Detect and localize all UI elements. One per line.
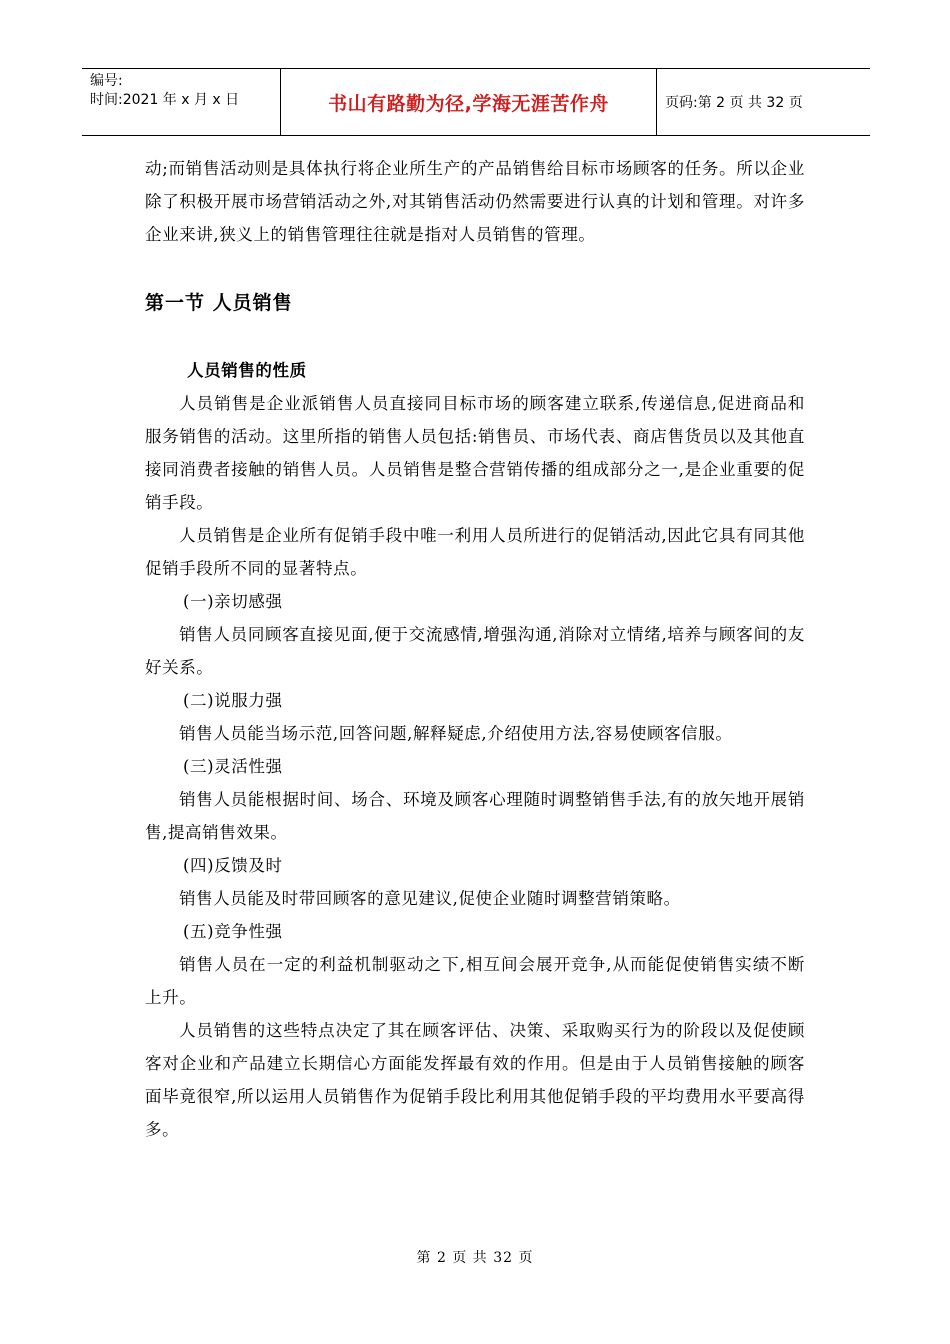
page-header bbox=[82, 68, 870, 136]
feature-heading: (三)灵活性强 bbox=[183, 757, 283, 776]
document-time: 时间:2021 年 x 月 x 日 bbox=[90, 92, 240, 108]
feature-text: 销售人员能及时带回顾客的意见建议,促使企业随时调整营销策略。 bbox=[179, 889, 681, 908]
feature-text: 销售人员同顾客直接见面,便于交流感情,增强沟通,消除对立情绪,培养与顾客间的友好关系。 bbox=[145, 625, 805, 677]
document-body bbox=[145, 152, 805, 1146]
conclusion-paragraph: 人员销售的这些特点决定了其在顾客评估、决策、采取购买行为的阶段以及促使顾客对企业和产品建立长期信心方面能发挥最有效的作用。但是由于人员销售接触的顾客面毕竟很窄,所以运用人员销售作为促销手段比利用其他促销手段的平均费用水平要高得多。 bbox=[145, 1021, 805, 1139]
feature-heading: (二)说服力强 bbox=[183, 691, 283, 710]
feature-text: 销售人员能根据时间、场合、环境及顾客心理随时调整销售手法,有的放矢地开展销售,提高销售效果。 bbox=[145, 790, 805, 842]
header-motto: 书山有路勤为径,学海无涯苦作舟 bbox=[281, 69, 657, 135]
header-meta bbox=[82, 69, 281, 135]
header-page-info: 页码:第 2 页 共 32 页 bbox=[665, 95, 803, 111]
section-title: 第一节 人员销售 bbox=[145, 292, 293, 314]
paragraph: 人员销售是企业派销售人员直接同目标市场的顾客建立联系,传递信息,促进商品和服务销售的活动。这里所指的销售人员包括:销售员、市场代表、商店售货员以及其他直接同消费者接触的销售人员。人员销售是整合营销传播的组成部分之一,是企业重要的促销手段。 bbox=[145, 394, 805, 512]
feature-text: 销售人员能当场示范,回答问题,解释疑虑,介绍使用方法,容易使顾客信服。 bbox=[179, 724, 733, 743]
feature-text: 销售人员在一定的利益机制驱动之下,相互间会展开竞争,从而能促使销售实绩不断上升。 bbox=[145, 955, 805, 1007]
subsection-title: 人员销售的性质 bbox=[187, 361, 307, 380]
paragraph: 人员销售是企业所有促销手段中唯一利用人员所进行的促销活动,因此它具有同其他促销手段所不同的显著特点。 bbox=[145, 526, 805, 578]
feature-heading: (四)反馈及时 bbox=[183, 856, 283, 875]
page-footer: 第 2 页 共 32 页 bbox=[416, 1250, 534, 1266]
document-number-label: 编号: bbox=[90, 73, 123, 89]
feature-heading: (一)亲切感强 bbox=[183, 592, 283, 611]
feature-heading: (五)竞争性强 bbox=[183, 922, 283, 941]
intro-paragraph: 动;而销售活动则是具体执行将企业所生产的产品销售给目标市场顾客的任务。所以企业除了积极开展市场营销活动之外,对其销售活动仍然需要进行认真的计划和管理。对许多企业来讲,狭义上的销售管理往往就是指对人员销售的管理。 bbox=[145, 159, 805, 244]
